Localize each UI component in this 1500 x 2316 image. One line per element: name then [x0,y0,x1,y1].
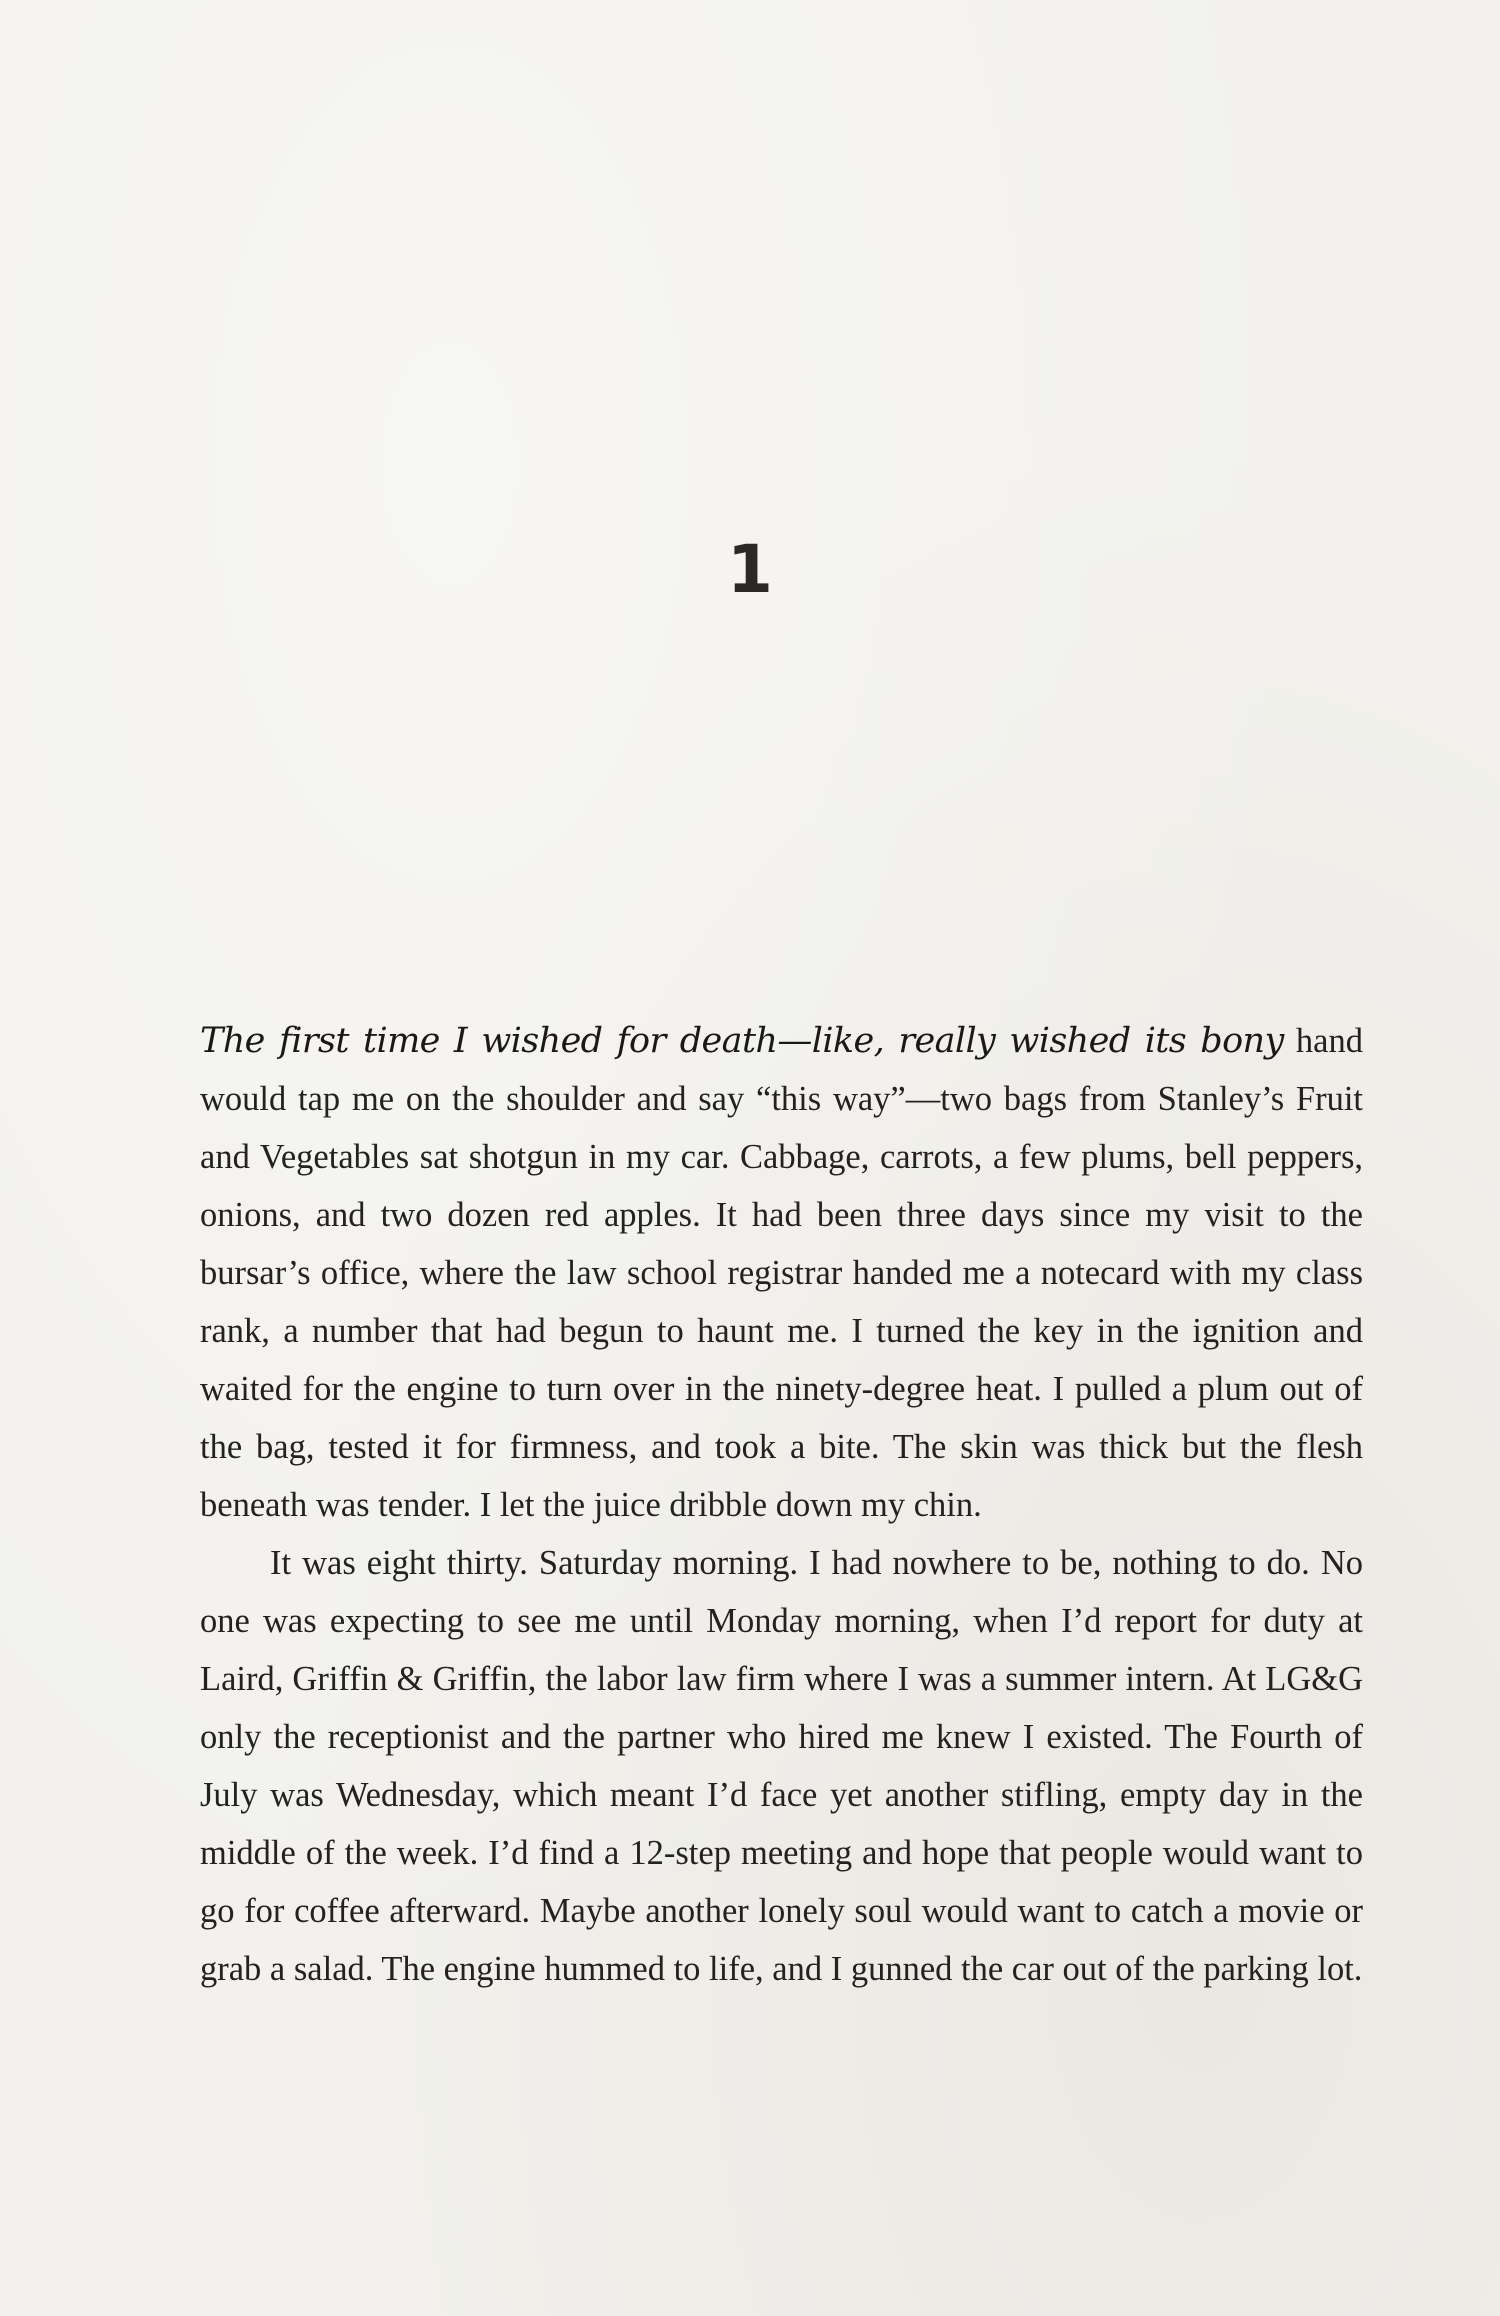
paragraph-1-text: hand would tap me on the shoulder and say “this way”—two bags from Stanley’s Fruit and Vegetables sat shotgun in my car. Cabbage, carrots, a few plums, bell peppers, onions, and two dozen red apples. It had been three days since my visit to the bursar’s office, where the law school registrar handed me a notecard with my class rank, a number that had begun to haunt me. I turned the key in the ignition and waited for the engine to turn over in the ninety-degree heat. I pulled a plum out of the bag, tested it for firmness, and took a bite. The skin was thick but the flesh beneath was tender. I let the juice dribble down my chin. [200,1022,1363,1524]
paragraph-2: It was eight thirty. Saturday morning. I had nowhere to be, nothing to do. No one was expecting to see me until Monday morning, when I’d report for duty at Laird, Griffin & Griffin, the labor law firm where I was a summer intern. At LG&G only the receptionist and the partner who hired me knew I existed. The Fourth of July was Wednesday, which meant I’d face yet another stifling, empty day in the middle of the week. I’d find a 12-step meeting and hope that people would want to go for coffee afterward. Maybe another lonely soul would want to catch a movie or grab a salad. The engine hummed to life, and I gunned the car out of the parking lot. [200,1544,1363,1988]
paragraph-1 [200,1012,1363,1534]
handwritten-lead-in: The first time I wished for death—like, really wished its bony [200,1021,1284,1061]
chapter-body [200,1012,1363,1998]
chapter-number: 1 [727,531,773,608]
